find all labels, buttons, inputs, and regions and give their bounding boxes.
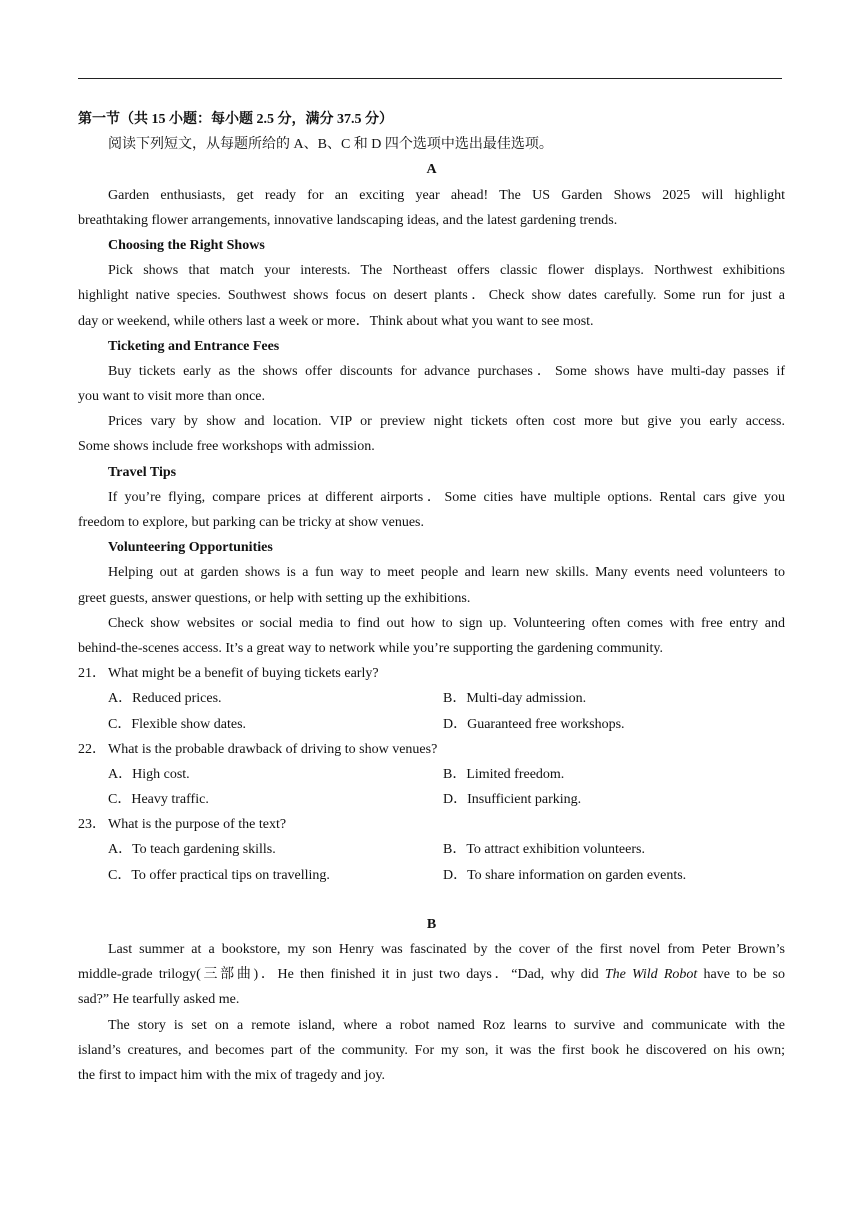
text-line: you want to visit more than once. xyxy=(78,389,266,405)
section-title: 第一节（共 15 小题：每小题 2.5 分，满分 37.5 分） xyxy=(78,112,393,127)
header-rule xyxy=(78,78,782,79)
passage-a-paragraph-2 xyxy=(78,258,785,334)
text-line: freedom to explore, but parking can be tricky at show venues. xyxy=(78,515,425,530)
option-c[interactable]: C．To offer practical tips on travelling. xyxy=(108,867,330,883)
option-a[interactable]: A．Reduced prices. xyxy=(108,691,222,707)
text-line: highlight native species. Southwest shows focus on desert plants．Check show dates carefully. Some run for just a xyxy=(78,288,785,304)
passage-a-heading: A xyxy=(426,162,437,178)
text-line: the first to impact him with the mix of tragedy and joy. xyxy=(78,1067,386,1083)
option-d[interactable]: D．To share information on garden events. xyxy=(443,867,687,883)
passage-a-paragraph-1 xyxy=(78,183,785,233)
option-b[interactable]: B．Limited freedom. xyxy=(443,766,565,782)
text-line: Garden enthusiasts, get ready for an exciting year ahead! The US Garden Shows 2025 will highlight xyxy=(108,187,785,203)
document-page xyxy=(78,107,785,1088)
text-line: Last summer at a bookstore, my son Henry was fascinated by the cover of the first novel from Peter Brown’s xyxy=(108,942,785,957)
text-line: breathtaking flower arrangements, innovative landscaping ideas, and the latest gardening trends. xyxy=(78,212,618,228)
text-line: Check show websites or social media to find out how to sign up. Volunteering often comes with free entry and xyxy=(108,615,785,631)
text-line: The story is set on a remote island, where a robot named Roz learns to survive and communicate with the xyxy=(108,1017,785,1033)
subheading-travel-tips: Travel Tips xyxy=(108,464,177,480)
subheading-ticketing: Ticketing and Entrance Fees xyxy=(108,338,280,354)
question-number: 23． xyxy=(78,817,106,833)
question-stem: What is the purpose of the text? xyxy=(108,817,287,833)
text-line: Prices vary by show and location. VIP or preview night tickets often cost more but give you early access. xyxy=(108,414,785,430)
passage-a-paragraph-7 xyxy=(78,611,785,661)
question-stem: What is the probable drawback of driving to show venues? xyxy=(108,741,438,757)
text-line: Buy tickets early as the shows offer discounts for advance purchases．Some shows have multi-day passes if xyxy=(108,363,785,379)
subheading-choosing-shows: Choosing the Right Shows xyxy=(108,237,265,253)
passage-b-paragraph-2 xyxy=(78,1013,785,1089)
option-a[interactable]: A．High cost. xyxy=(108,766,190,782)
question-number: 22． xyxy=(78,741,106,757)
passage-b-heading: B xyxy=(426,916,437,932)
text-line: sad?” He tearfully asked me. xyxy=(78,992,240,1008)
book-title: The Wild Robot xyxy=(604,967,698,983)
text-segment: have to be so xyxy=(703,967,786,983)
passage-a-paragraph-3 xyxy=(78,359,785,409)
text-line xyxy=(78,962,785,987)
passage-a-paragraph-6 xyxy=(78,560,785,610)
option-b[interactable]: B．Multi-day admission. xyxy=(443,691,587,707)
passage-a-paragraph-4 xyxy=(78,409,785,459)
option-c[interactable]: C．Heavy traffic. xyxy=(108,792,209,808)
text-line: Some shows include free workshops with admission. xyxy=(78,439,375,455)
text-line: day or weekend, while others last a week or more．Think about what you want to see most. xyxy=(78,313,594,329)
text-line: behind-the-scenes access. It’s a great way to network while you’re supporting the gardening community. xyxy=(78,640,663,656)
text-line: Pick shows that match your interests. The Northeast offers classic flower displays. Northwest exhibitions xyxy=(108,263,785,279)
option-b[interactable]: B．To attract exhibition volunteers. xyxy=(443,842,645,858)
text-line: greet guests, answer questions, or help with setting up the exhibitions. xyxy=(78,590,471,606)
text-line: If you’re flying, compare prices at different airports．Some cities have multiple options. Rental cars give you xyxy=(108,489,785,505)
question-21 xyxy=(78,661,785,737)
section-instruction: 阅读下列短文，从每题所给的 A、B、C 和 D 四个选项中选出最佳选项。 xyxy=(108,137,553,153)
option-d[interactable]: D．Insufficient parking. xyxy=(443,792,582,808)
question-23 xyxy=(78,812,785,888)
question-stem: What might be a benefit of buying tickets early? xyxy=(108,666,379,682)
passage-b-paragraph-1 xyxy=(78,937,785,1013)
subheading-volunteering: Volunteering Opportunities xyxy=(108,540,273,556)
text-line: Helping out at garden shows is a fun way to meet people and learn new skills. Many events need volunteers to xyxy=(108,565,785,581)
passage-a-paragraph-5 xyxy=(78,485,785,535)
text-line: island’s creatures, and becomes part of the community. For my son, it was the first book he discovered on his own; xyxy=(78,1042,785,1058)
section-spacer xyxy=(78,888,785,912)
question-number: 21． xyxy=(78,666,106,682)
option-c[interactable]: C．Flexible show dates. xyxy=(108,716,247,732)
option-a[interactable]: A．To teach gardening skills. xyxy=(108,842,276,858)
option-d[interactable]: D．Guaranteed free workshops. xyxy=(443,716,625,732)
question-22 xyxy=(78,737,785,813)
text-segment: middle-grade trilogy(三部曲)．He then finished it in just two days．“Dad, why did xyxy=(78,967,599,983)
